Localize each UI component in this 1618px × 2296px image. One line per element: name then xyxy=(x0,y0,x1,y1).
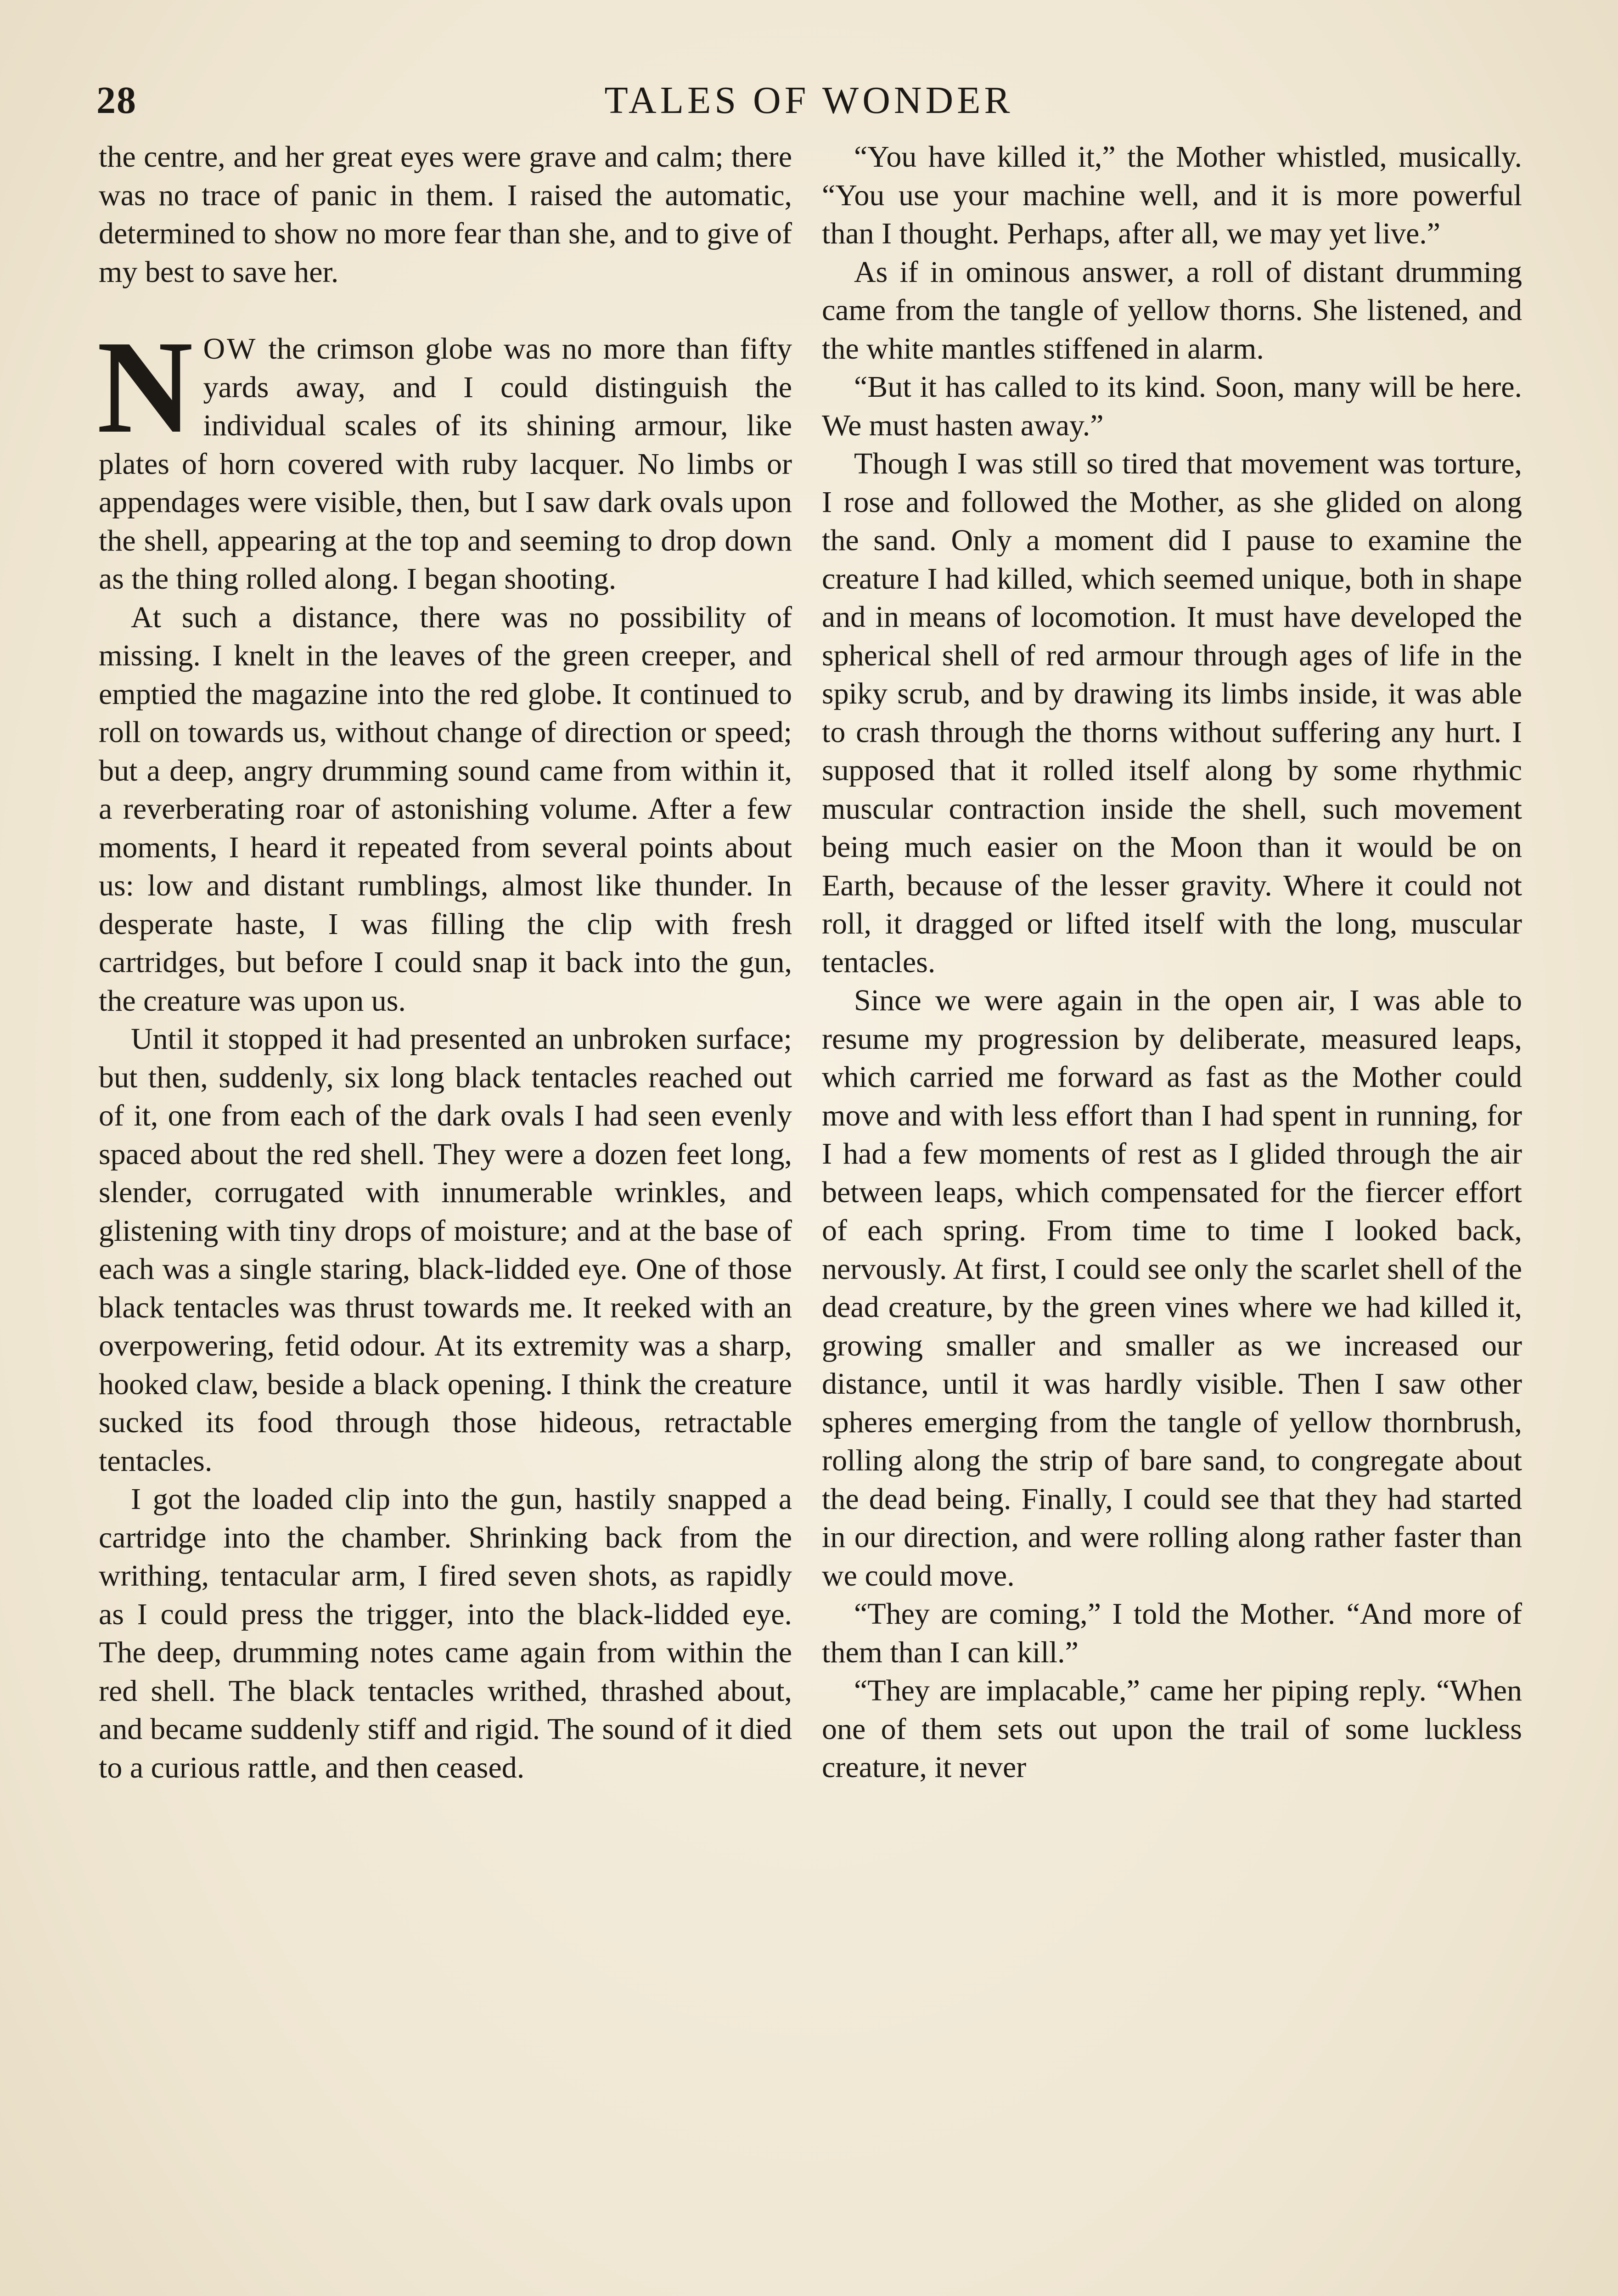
page-header xyxy=(96,69,1522,133)
paragraph: I got the loaded clip into the gun, hastily snapped a cartridge into the chamber. Shrinking back from the writhing, tentacular arm, I fired seven shots, as rapidly as I could press the trigger, into the black-lidded eye. The deep, drumming notes came again from within the red shell. The black tentacles writhed, thrashed about, and became suddenly stiff and rigid. The sound of it died to a curious rattle, and then ceased. xyxy=(99,1482,792,1784)
running-title: TALES OF WONDER xyxy=(604,79,1014,122)
paragraph: Though I was still so tired that movement was torture, I rose and followed the Mother, as she glided on along the sand. Only a moment did I pause to examine the creature I had killed, which seemed unique, both in shape and in means of locomotion. It must have developed the spherical shell of red armour through ages of life in the spiky scrub, and by drawing its limbs inside, it was able to crash through the thorns without suffering any hurt. I supposed that it rolled itself along by some rhythmic muscular contraction inside the shell, such movement being much easier on the Moon than it would be on Earth, because of the lesser gravity. Where it could not roll, it dragged or lifted itself with the long, muscular tentacles. xyxy=(822,447,1522,979)
paragraph: “But it has called to its kind. Soon, many will be here. We must hasten away.” xyxy=(822,370,1522,442)
right-column xyxy=(822,138,1522,1787)
left-column xyxy=(99,138,792,1787)
page-number: 28 xyxy=(96,79,137,122)
small-caps-lead: OW xyxy=(203,332,258,366)
paragraph: At such a distance, there was no possibility of missing. I knelt in the leaves of the green creeper, and emptied the magazine into the red globe. It continued to roll on towards us, without change of direction or speed; but a deep, angry drumming sound came from within it, a reverberating roar of astonishing volume. After a few moments, I heard it repeated from several points about us: low and distant rumblings, almost like thunder. In desperate haste, I was filling the clip with fresh cartridges, but before I could snap it back into the gun, the creature was upon us. xyxy=(99,600,792,1018)
paragraph: the centre, and her great eyes were grave and calm; there was no trace of panic in them. I raised the automatic, determined to show no more fear than she, and to give of my best to save her. xyxy=(99,140,792,289)
paragraph-with-dropcap xyxy=(97,313,792,598)
paragraph: Since we were again in the open air, I was able to resume my progression by deliberate, measured leaps, which carried me forward as fast as the Mother could move and with less effort than I had spent in running, for I had a few moments of rest as I glided through the air between leaps, which compensated for the fiercer effort of each spring. From time to time I looked back, nervously. At first, I could see only the scarlet shell of the dead creature, by the green vines where we had killed it, growing smaller and smaller as we increased our distance, until it was hardly visible. Then I saw other spheres emerging from the tangle of yellow thornbrush, rolling along the strip of bare sand, to congregate about the dead being. Finally, I could see that they had started in our direction, and were rolling along rather faster than we could move. xyxy=(822,984,1522,1593)
paragraph: “You have killed it,” the Mother whistled, musically. “You use your machine well, and it is more powerful than I thought. Perhaps, after all, we may yet live.” xyxy=(822,140,1522,250)
paragraph: Until it stopped it had presented an unbroken surface; but then, suddenly, six long black tentacles reached out of it, one from each of the dark ovals I had seen evenly spaced about the red shell. They were a dozen feet long, slender, corrugated with innumerable wrinkles, and glistening with tiny drops of moisture; and at the base of each was a single staring, black-lidded eye. One of those black tentacles was thrust towards me. It reeked with an overpowering, fetid odour. At its extremity was a sharp, hooked claw, beside a black opening. I think the creature sucked its food through those hideous, retractable tentacles. xyxy=(99,1022,792,1478)
paragraph: “They are implacable,” came her piping reply. “When one of them sets out upon the trail of some luckless creature, it never xyxy=(822,1674,1522,1784)
paragraph: “They are coming,” I told the Mother. “And more of them than I can kill.” xyxy=(822,1597,1522,1669)
drop-cap: N xyxy=(97,313,193,461)
paragraph-text: the crimson globe was no more than fifty yards away, and I could distinguish the individual scales of its shining armour, like plates of horn covered with ruby lacquer. No limbs or appendages were visible, then, but I saw dark ovals upon the shell, appearing at the top and seeming to drop down as the thing rolled along. I began shooting. xyxy=(99,332,792,596)
paragraph: As if in ominous answer, a roll of distant drumming came from the tangle of yellow thorns. She listened, and the white mantles stiffened in alarm. xyxy=(822,255,1522,366)
